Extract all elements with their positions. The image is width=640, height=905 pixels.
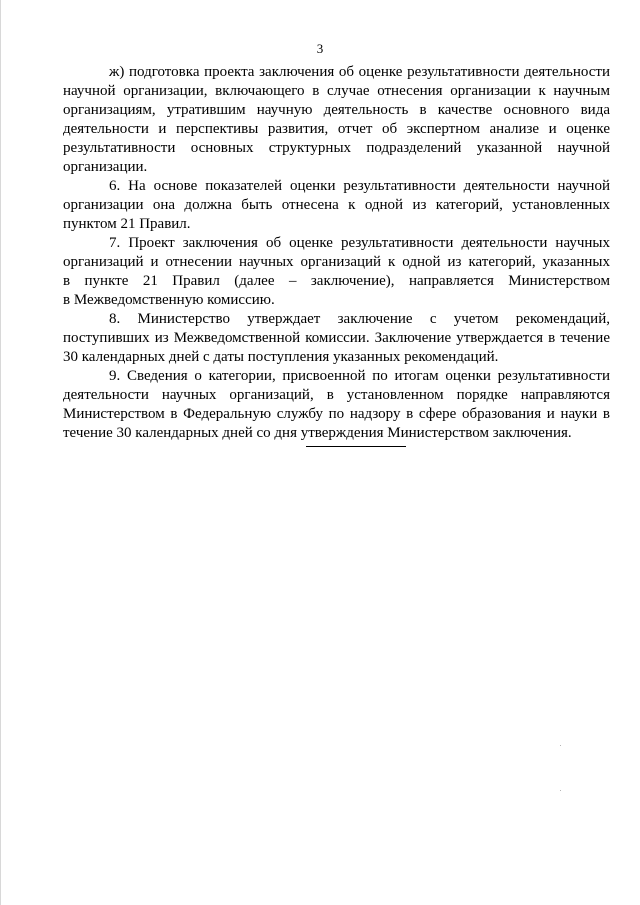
text-line: результативности основных структурных подразделений указанной научной <box>63 140 610 156</box>
document-body <box>63 63 610 443</box>
text-line: деятельности научных организаций, в установленном порядке направляются <box>63 387 610 403</box>
page-number: 3 <box>316 41 324 56</box>
paragraph-item-9 <box>63 367 610 443</box>
text-line: 7. Проект заключения об оценке результативности деятельности научных <box>109 235 610 251</box>
text-line: 9. Сведения о категории, присвоенной по итогам оценки результативности <box>109 368 610 384</box>
text-line: 6. На основе показателей оценки результативности деятельности научной <box>109 178 610 194</box>
text-line: научной организации, включающего в случае отнесения организации к научным <box>63 83 610 99</box>
end-divider-line <box>306 446 406 447</box>
paragraph-item-8 <box>63 310 610 367</box>
text-line: организации она должна быть отнесена к одной из категорий, установленных <box>63 197 610 213</box>
text-line: деятельности и перспективы развития, отчет об экспертном анализе и оценке <box>63 121 610 137</box>
text-line: организациям, утратившим научную деятельность в качестве основного вида <box>63 102 610 118</box>
scan-edge-line <box>0 0 1 905</box>
text-line: поступивших из Межведомственной комиссии. Заключение утверждается в течение <box>63 330 610 346</box>
text-line: пунктом 21 Правил. <box>63 216 191 232</box>
text-line: 30 календарных дней с даты поступления указанных рекомендаций. <box>63 349 499 365</box>
text-line: организаций и отнесении научных организаций к одной из категорий, указанных <box>63 254 610 270</box>
text-line: ж) подготовка проекта заключения об оценке результативности деятельности <box>109 64 610 80</box>
text-line: в Межведомственную комиссию. <box>63 292 275 308</box>
text-line: 8. Министерство утверждает заключение с учетом рекомендаций, <box>109 311 610 327</box>
scan-speck <box>560 790 561 791</box>
text-line: Министерством в Федеральную службу по надзору в сфере образования и науки в <box>63 406 610 422</box>
scan-speck <box>560 745 561 746</box>
paragraph-item-7 <box>63 234 610 310</box>
text-line: течение 30 календарных дней со дня утверждения Министерством заключения. <box>63 425 572 441</box>
paragraph-item-6 <box>63 177 610 234</box>
paragraph-item-zh <box>63 63 610 177</box>
text-line: в пункте 21 Правил (далее – заключение), направляется Министерством <box>63 273 610 289</box>
text-line: организации. <box>63 159 148 175</box>
